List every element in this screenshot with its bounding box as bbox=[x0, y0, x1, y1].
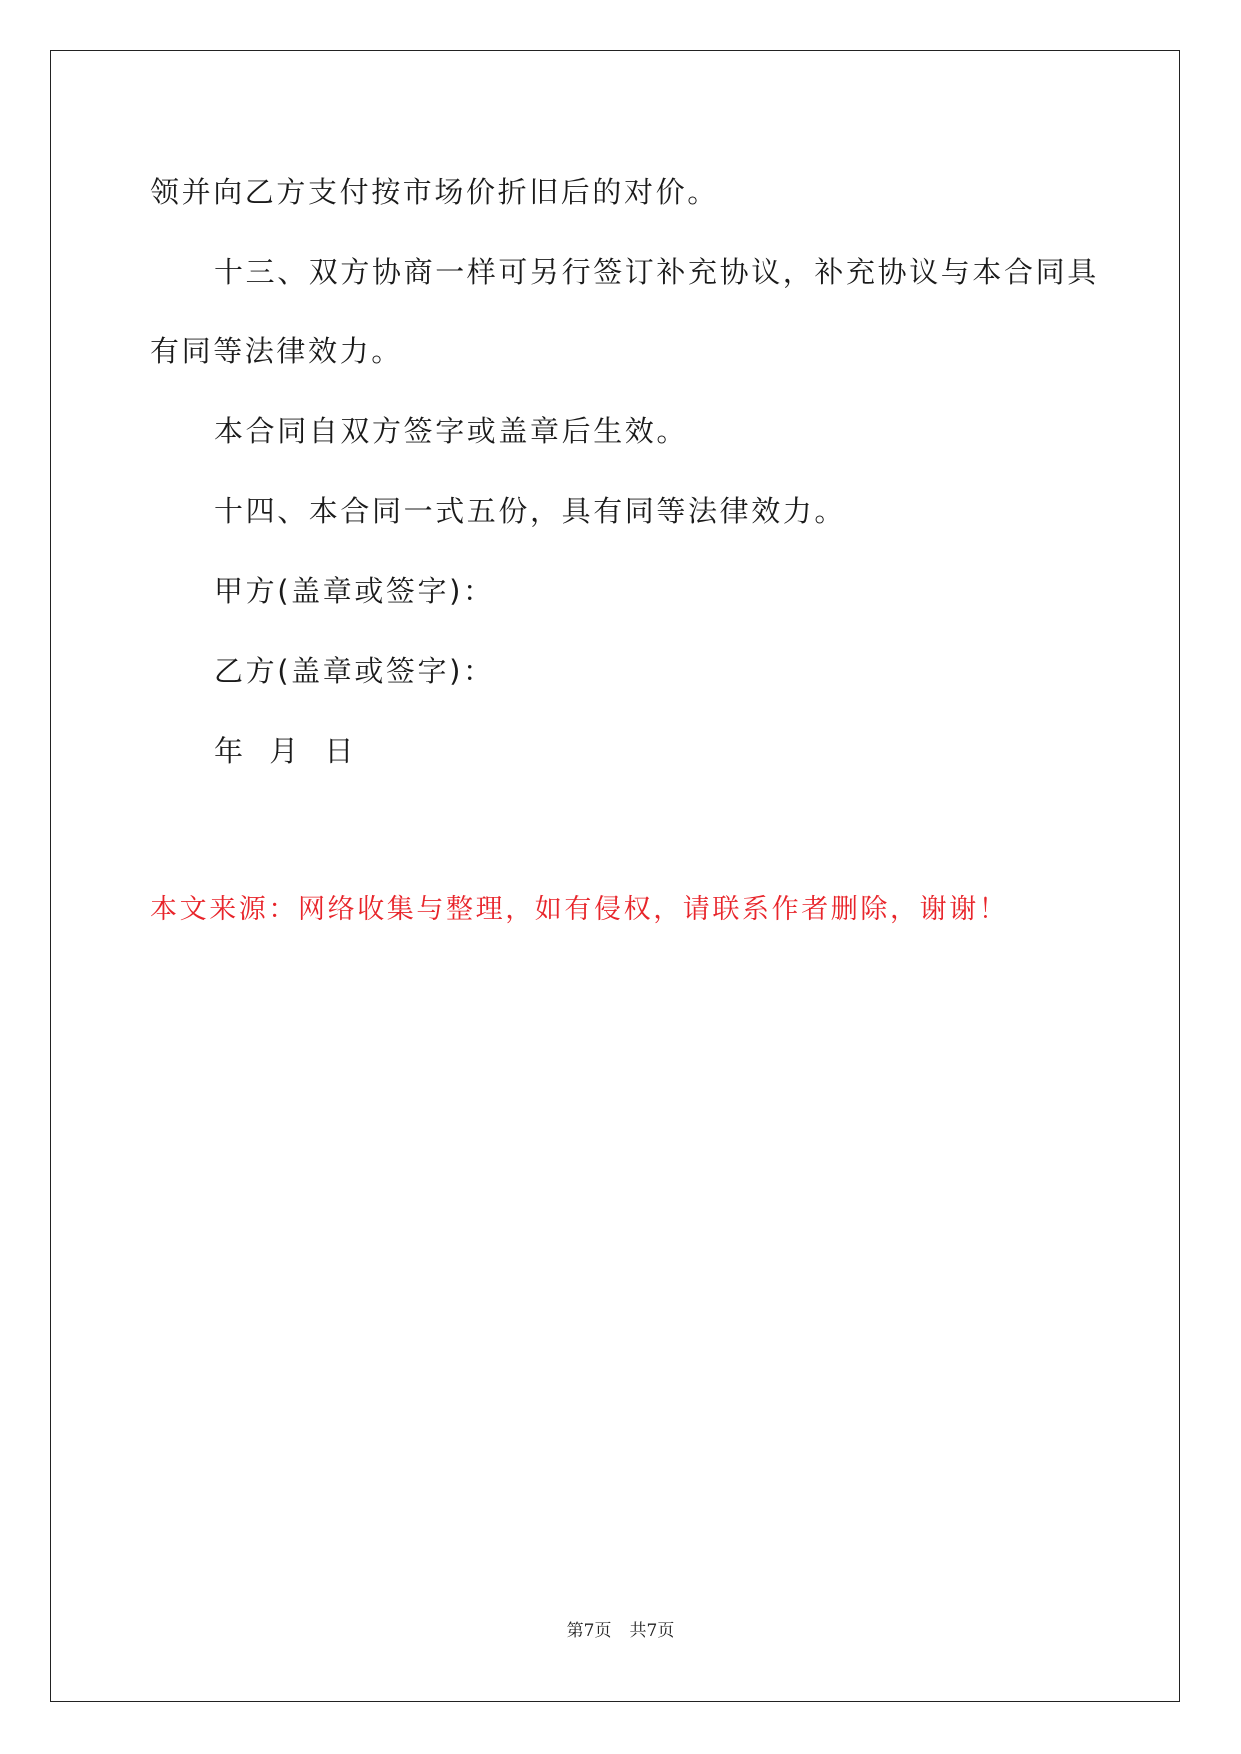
clause-13-line-1: 十三、双方协商一样可另行签订补充协议，补充协议与本合同具 bbox=[214, 255, 1099, 289]
clause-14: 十四、本合同一式五份，具有同等法律效力。 bbox=[214, 494, 847, 528]
page-footer bbox=[0, 1616, 1241, 1641]
date-line: 年 月 日 bbox=[214, 734, 357, 768]
page-total: 共7页 bbox=[629, 1621, 675, 1641]
page-border bbox=[50, 50, 1180, 1702]
page-current: 第7页 bbox=[566, 1621, 612, 1641]
body-line-1: 领并向乙方支付按市场价折旧后的对价。 bbox=[150, 175, 719, 209]
effective-clause: 本合同自双方签字或盖章后生效。 bbox=[214, 414, 689, 448]
source-notice: 本文来源：网络收集与整理，如有侵权，请联系作者删除，谢谢！ bbox=[150, 894, 1009, 925]
party-a-signature: 甲方(盖章或签字)： bbox=[214, 574, 495, 608]
party-b-signature: 乙方(盖章或签字)： bbox=[214, 654, 495, 688]
clause-13-line-2: 有同等法律效力。 bbox=[150, 334, 403, 368]
